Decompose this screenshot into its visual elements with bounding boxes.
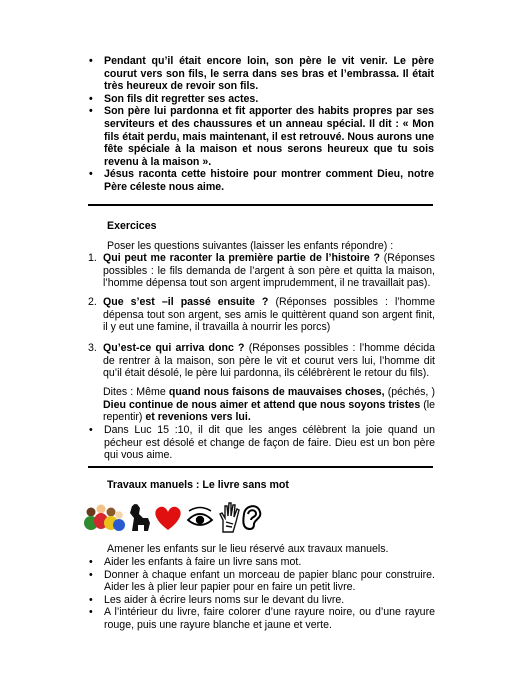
exercices-intro: Poser les questions suivantes (laisser les enfants répondre) : [107, 240, 394, 252]
exercices-heading: Exercices [107, 220, 157, 232]
section-divider [88, 204, 433, 206]
travaux-intro: Amener les enfants sur le lieu réservé aux travaux manuels. [107, 543, 389, 555]
luke-bullet-list [88, 424, 435, 462]
question-answer: (Réponses possibles : l’homme dépensa tout son argent, ses amis le quittèrent quand son argent finit, il y eut une famine, il travailla à nourrir les porcs) [103, 296, 435, 334]
bullet-text: Aider les enfants à faire un livre sans mot. [104, 556, 302, 568]
story-bullet-list [88, 55, 434, 194]
question-number: 2. [88, 296, 97, 308]
bullet-text: A l’intérieur du livre, faire colorer d’une rayure noire, ou d’une rayure rouge, puis une rayure blanche et jaune et verte. [104, 606, 435, 631]
dog-icon [130, 504, 150, 531]
list-item: • Son fils dit regretter ses actes. [89, 92, 259, 105]
dites-paragraph: Dites : Même quand nous faisons de mauvaises choses, (péchés, ) Dieu continue de nous aimer et attend que nous soyons tristes (le repentir) et revenions vers lui. [103, 386, 435, 424]
ear-icon [243, 506, 260, 529]
bullet-text: Donner à chaque enfant un morceau de papier blanc pour construire. Aider les à plier leur papier pour en faire un petit livre. [104, 568, 435, 594]
list-item: • Jésus raconta cette histoire pour montrer comment Dieu, notre Père céleste nous aime. [89, 168, 434, 193]
bullet-text: Dans Luc 15 :10, il dit que les anges célèbrent la joie quand un pécheur est désolé et change de façon de faire. Dieu est un bon père qui vous aime. [104, 424, 435, 462]
list-item: • Dans Luc 15 :10, il dit que les anges célèbrent la joie quand un pécheur est désolé et change de façon de faire. Dieu est un bon père qui vous aime. [89, 424, 435, 462]
bullet-text: Son père lui pardonna et fit apporter des habits propres par ses serviteurs et des chaussures et un anneau spécial. Il dit : « Mon fils était perdu, mais maintenant, il est retrouvé. Nous aurons une fête spéciale à la maison et nous serons heureux que tu sois revenu à la maison ». [104, 105, 434, 168]
bullet-text: Pendant qu’il était encore loin, son père le vit venir. Le père courut vers son fils, le serra dans ses bras et l’embrassa. Il était très heureux de revoir son fils. [104, 55, 434, 93]
hand-icon [220, 503, 239, 532]
list-item: • Aider les enfants à faire un livre sans mot. [89, 556, 302, 568]
question-1 [88, 252, 435, 290]
list-item: • Donner à chaque enfant un morceau de papier blanc pour construire. Aider les à plier leur papier pour en faire un petit livre. [89, 568, 435, 594]
bullet-text: Jésus raconta cette histoire pour montrer comment Dieu, notre Père céleste nous aime. [104, 168, 434, 193]
travaux-heading: Travaux manuels : Le livre sans mot [107, 479, 289, 491]
bullet-text: Les aider à écrire leurs noms sur le devant du livre. [104, 593, 345, 606]
list-item: • A l’intérieur du livre, faire colorer d’une rayure noire, ou d’une rayure rouge, puis une rayure blanche et jaune et verte. [89, 606, 435, 631]
question-text: Que s’est –il passé ensuite ? [103, 296, 269, 308]
question-answer: (Réponses possibles : l’homme décida de rentrer à la maison, son père le vit et courut vers lui, l’homme dit qu’il était désolé, le père lui pardonna, ils célébrèrent le retour du fils). [103, 342, 435, 380]
travaux-bullet-list [88, 556, 435, 632]
list-item: • Son père lui pardonna et fit apporter des habits propres par ses serviteurs et des chaussures et un anneau spécial. Il dit : « Mon fils était perdu, mais maintenant, il est retrouvé. Nous aurons une fête spéciale à la maison et nous serons heureux que tu sois revenu à la maison ». [89, 105, 434, 168]
children-group-icon [84, 505, 125, 532]
question-number: 1. [88, 252, 97, 264]
bullet-text: Son fils dit regretter ses actes. [104, 92, 259, 105]
section-divider [88, 466, 433, 468]
question-number: 3. [88, 342, 97, 354]
question-answer: (Réponses possibles : le fils demanda de l’argent à son père et quitta la maison, l’homme dépensa tout son argent imprudemment, il ne travaillait pas). [103, 252, 435, 290]
eye-icon [188, 508, 212, 526]
list-item: • Pendant qu’il était encore loin, son père le vit venir. Le père courut vers son fils, le serra dans ses bras et l’embrassa. Il était très heureux de revoir son fils. [89, 55, 434, 93]
question-2 [88, 296, 435, 334]
wordless-book-icons [82, 496, 322, 536]
heart-icon [155, 507, 180, 530]
question-3 [88, 342, 435, 380]
question-text: Qui peut me raconter la première partie de l’histoire ? [103, 252, 380, 264]
question-text: Qu’est-ce qui arriva donc ? [103, 342, 245, 354]
list-item: • Les aider à écrire leurs noms sur le devant du livre. [89, 593, 345, 606]
